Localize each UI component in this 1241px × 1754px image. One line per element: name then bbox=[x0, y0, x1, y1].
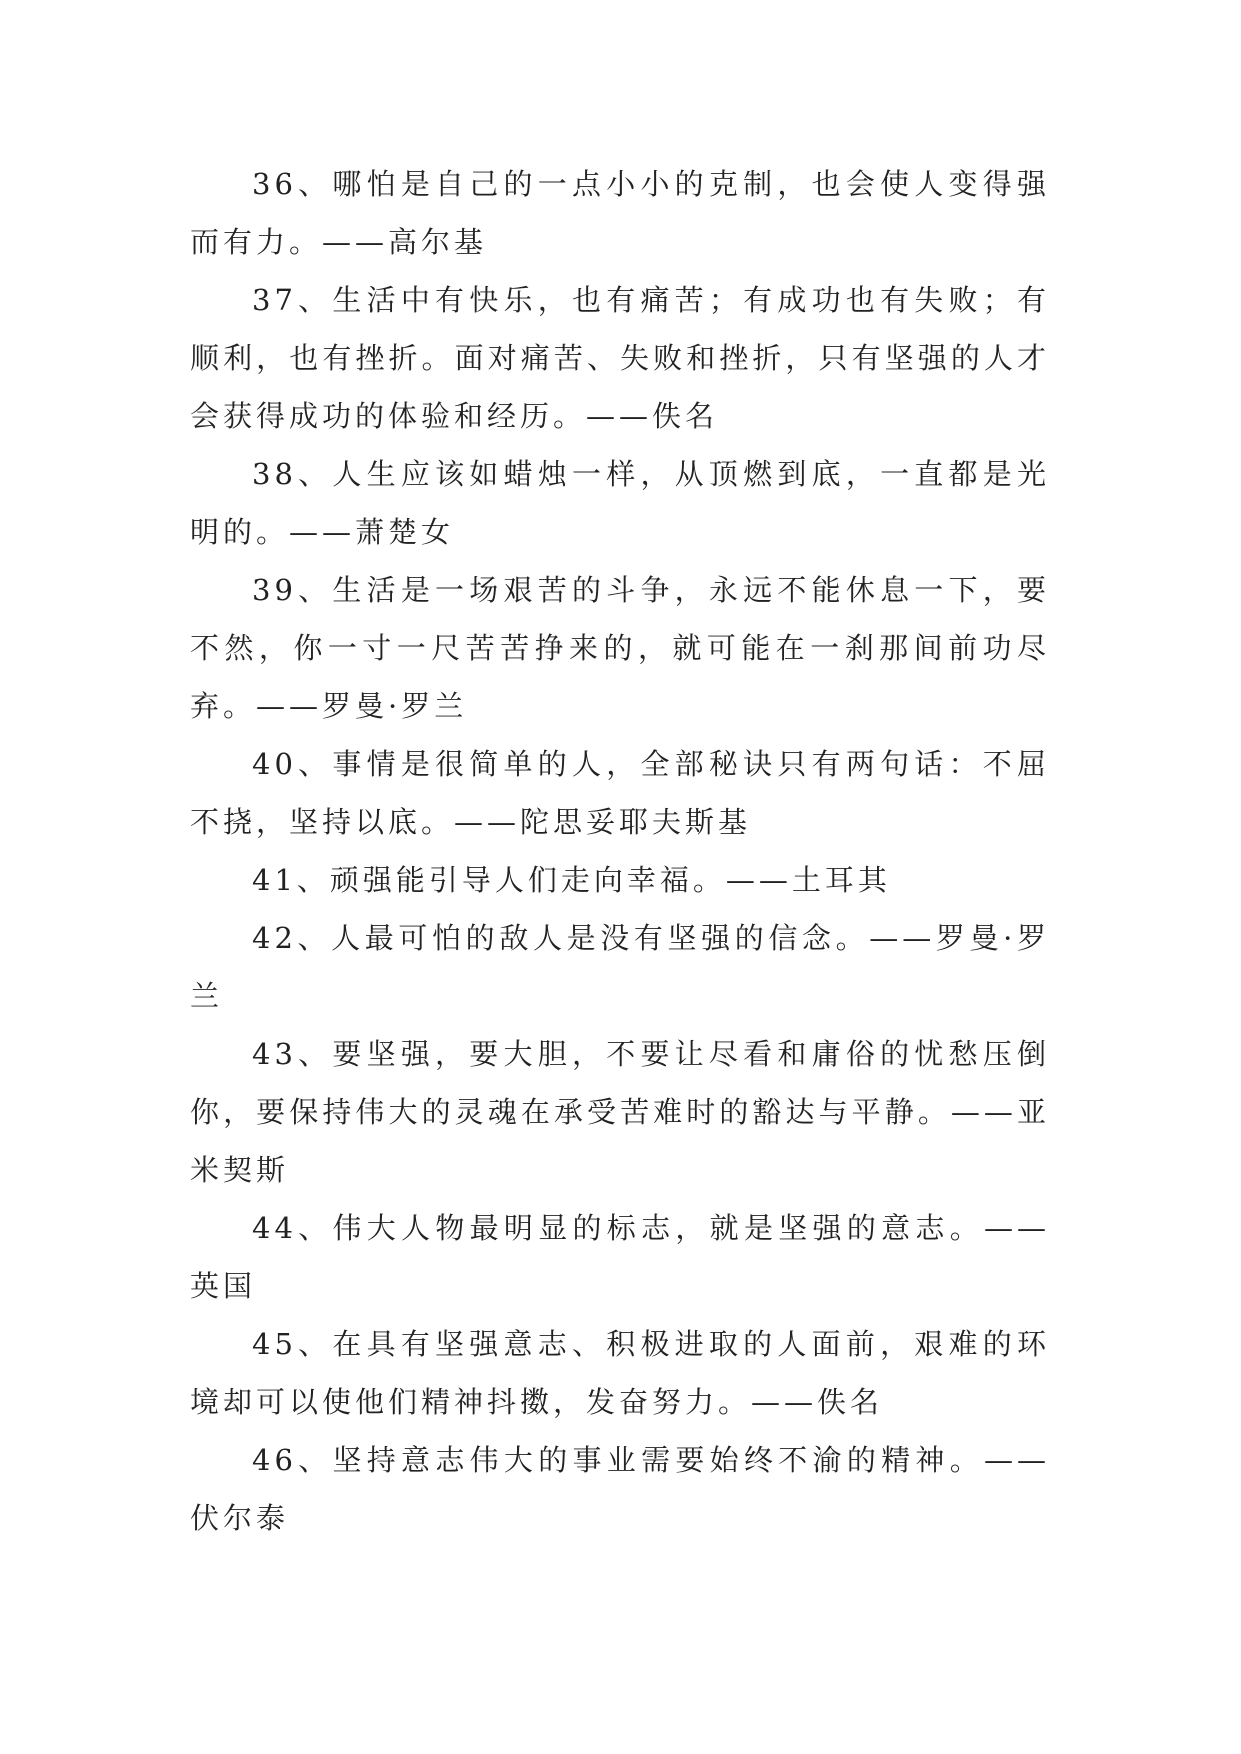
quote-paragraph-38: 38、人生应该如蜡烛一样，从顶燃到底，一直都是光明的。——萧楚女 bbox=[190, 457, 1050, 549]
quote-paragraph-44: 44、伟大人物最明显的标志，就是坚强的意志。——英国 bbox=[190, 1211, 1050, 1303]
quote-paragraph-37: 37、生活中有快乐，也有痛苦；有成功也有失败；有顺利，也有挫折。面对痛苦、失败和挫折，只有坚强的人才会获得成功的体验和经历。——佚名 bbox=[190, 283, 1050, 433]
quote-paragraph-40: 40、事情是很简单的人，全部秘诀只有两句话：不屈不挠，坚持以底。——陀思妥耶夫斯基 bbox=[190, 747, 1050, 839]
quote-paragraph-36: 36、哪怕是自己的一点小小的克制，也会使人变得强而有力。——高尔基 bbox=[190, 167, 1050, 259]
quote-paragraph-41: 41、顽强能引导人们走向幸福。——土耳其 bbox=[252, 863, 891, 897]
quote-paragraph-39: 39、生活是一场艰苦的斗争，永远不能休息一下，要不然，你一寸一尺苦苦挣来的，就可能在一刹那间前功尽弃。——罗曼·罗兰 bbox=[190, 573, 1050, 723]
quote-list bbox=[190, 155, 1050, 1547]
quote-paragraph-46: 46、坚持意志伟大的事业需要始终不渝的精神。——伏尔泰 bbox=[190, 1443, 1050, 1535]
quote-paragraph-45: 45、在具有坚强意志、积极进取的人面前，艰难的环境却可以使他们精神抖擞，发奋努力。——佚名 bbox=[190, 1327, 1050, 1419]
quote-paragraph-42: 42、人最可怕的敌人是没有坚强的信念。——罗曼·罗兰 bbox=[190, 921, 1050, 1013]
quote-paragraph-43: 43、要坚强，要大胆，不要让尽看和庸俗的忧愁压倒你，要保持伟大的灵魂在承受苦难时的豁达与平静。——亚米契斯 bbox=[190, 1037, 1050, 1187]
